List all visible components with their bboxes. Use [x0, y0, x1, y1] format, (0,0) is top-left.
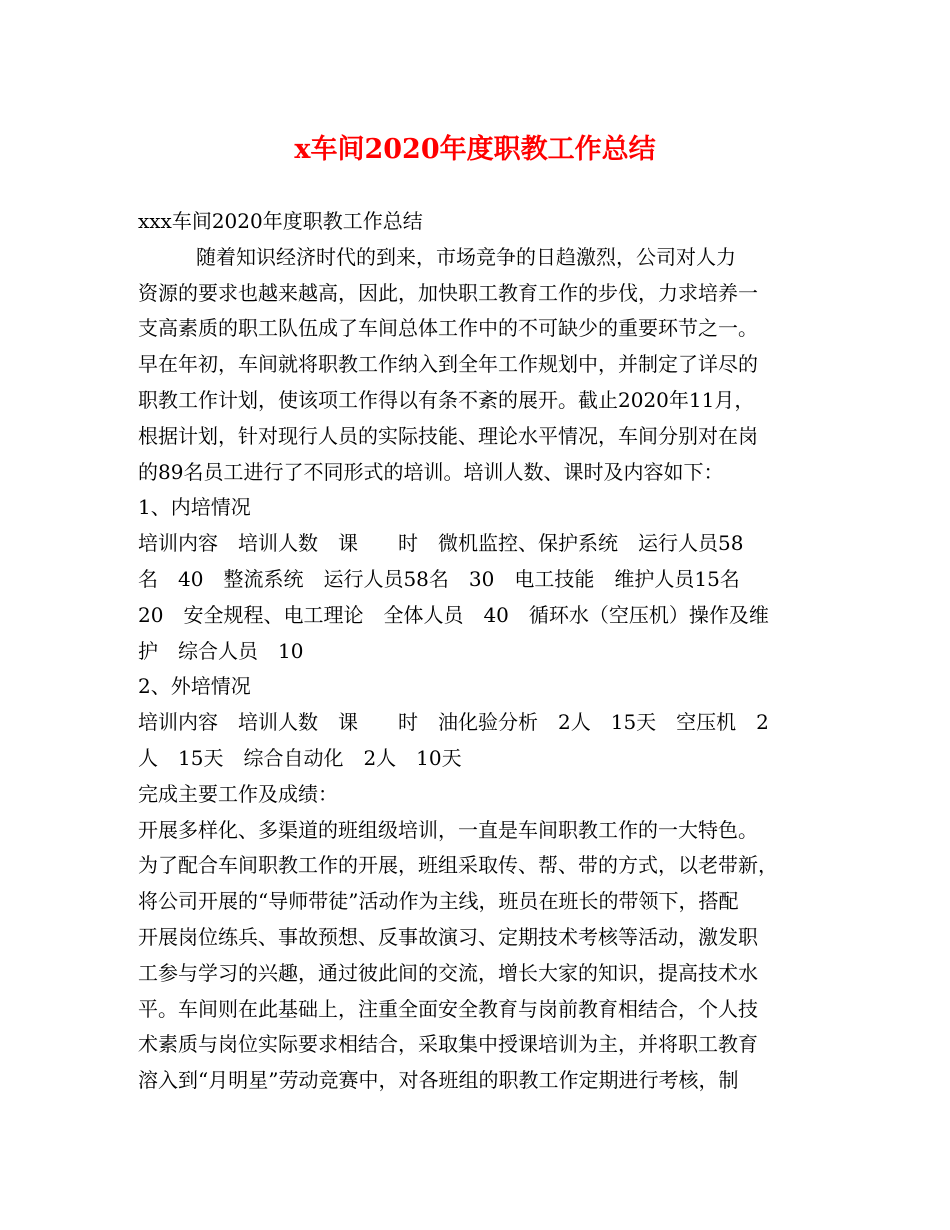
section-heading: 完成主要工作及成绩：	[138, 781, 338, 806]
paragraph-line: 平。车间则在此基础上，注重全面安全教育与岗前教育相结合，个人技	[138, 996, 758, 1021]
paragraph-line: 将公司开展的“导师带徒”活动作为主线，班员在班长的带领下，搭配	[138, 889, 739, 914]
paragraph-line: 工参与学习的兴趣，通过彼此间的交流，增长大家的知识，提高技术水	[138, 960, 758, 985]
paragraph-line: 的89名员工进行了不同形式的培训。培训人数、课时及内容如下：	[138, 459, 724, 484]
document-title: x车间2020年度职教工作总结	[294, 134, 656, 165]
table-text-line: 护 综合人员 10	[138, 638, 304, 663]
paragraph-line: 开展岗位练兵、事故预想、反事故演习、定期技术考核等活动，激发职	[138, 924, 758, 949]
paragraph-line: 术素质与岗位实际要求相结合，采取集中授课培训为主，并将职工教育	[138, 1032, 758, 1057]
document-body	[138, 204, 828, 1099]
section-heading: 1、内培情况	[138, 495, 251, 520]
table-text-line: 20 安全规程、电工理论 全体人员 40 循环水（空压机）操作及维	[138, 602, 769, 627]
paragraph-line: 职教工作计划，使该项工作得以有条不紊的展开。截止2020年11月，	[138, 387, 755, 412]
paragraph-line: 支高素质的职工队伍成了车间总体工作中的不可缺少的重要环节之一。	[138, 316, 758, 341]
table-text-line: 培训内容 培训人数 课 时 油化验分析 2人 15天 空压机 2	[138, 710, 769, 735]
table-text-line: 培训内容 培训人数 课 时 微机监控、保护系统 运行人员58	[138, 531, 744, 556]
paragraph-line: 根据计划，针对现行人员的实际技能、理论水平情况，车间分别对在岗	[138, 423, 758, 448]
paragraph-line: 溶入到“月明星”劳动竞赛中，对各班组的职教工作定期进行考核，制	[138, 1068, 739, 1093]
paragraph-line: 资源的要求也越来越高，因此，加快职工教育工作的步伐，力求培养一	[138, 280, 758, 305]
paragraph-line: 开展多样化、多渠道的班组级培训，一直是车间职教工作的一大特色。	[138, 817, 758, 842]
subtitle-line: xxx车间2020年度职教工作总结	[138, 209, 423, 233]
table-text-line: 名 40 整流系统 运行人员58名 30 电工技能 维护人员15名	[138, 566, 740, 591]
section-heading: 2、外培情况	[138, 674, 251, 699]
paragraph-line: 随着知识经济时代的到来，市场竞争的日趋激烈，公司对人力	[196, 244, 736, 269]
paragraph-line: 早在年初，车间就将职教工作纳入到全年工作规划中，并制定了详尽的	[138, 352, 758, 377]
table-text-line: 人 15天 综合自动化 2人 10天	[138, 745, 462, 770]
paragraph-line: 为了配合车间职教工作的开展，班组采取传、帮、带的方式，以老带新，	[138, 853, 778, 878]
